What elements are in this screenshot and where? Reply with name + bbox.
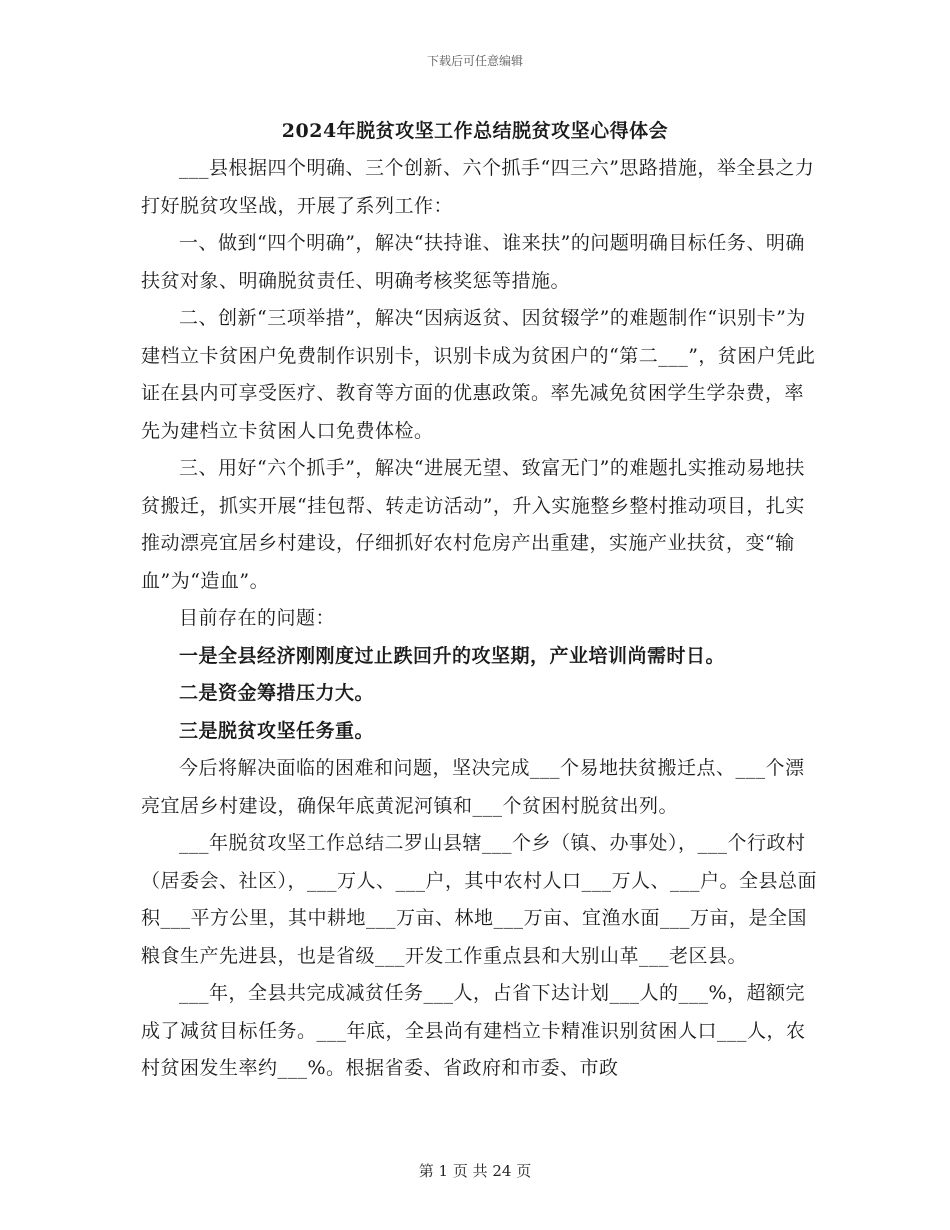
paragraph-poverty-reduction: ___年，全县共完成减贫任务___人，占省下达计划___人的___%，超额完成了减贫目标任务。___年底，全县尚有建档立卡精准识别贫困人口___人，农村贫困发生率约___%。根据省委、省政府和市委、市政 [141, 982, 806, 1079]
document-title: 2024年脱贫攻坚工作总结脱贫攻坚心得体会 [281, 120, 669, 142]
paragraph-problem-3: 三是脱贫攻坚任务重。 [179, 719, 375, 742]
paragraph-problem-1: 一是全县经济刚刚度过止跌回升的攻坚期，产业培训尚需时日。 [179, 644, 726, 667]
paragraph-section-2: 二、创新“三项举措”，解决“因病返贫、因贫辍学”的难题制作“识别卡”为建档立卡贫困户免费制作识别卡，识别卡成为贫困户的“第二___”，贫困户凭此证在县内可享受医疗、教育等方面的优惠政策。率先减免贫困学生学杂费，率先为建档立卡贫困人口免费体检。 [141, 307, 816, 442]
header-note: 下载后可任意编辑 [426, 54, 523, 68]
paragraph-section-3: 三、用好“六个抓手”，解决“进展无望、致富无门”的难题扎实推动易地扶贫搬迁，抓实开展“挂包帮、转走访活动”，升入实施整乡整村推动项目，扎实推动漂亮宜居乡村建设，仔细抓好农村危房产出重建，实施产业扶贫，变“输血”为“造血”。 [141, 457, 805, 592]
paragraph-future-plans: 今后将解决面临的困难和问题，坚决完成___个易地扶贫搬迁点、___个漂亮宜居乡村建设，确保年底黄泥河镇和___个贫困村脱贫出列。 [141, 757, 805, 817]
document-body [141, 150, 821, 1088]
paragraph-problems-heading: 目前存在的问题： [179, 607, 336, 629]
page-number: 第 1 页 共 24 页 [418, 1162, 532, 1180]
paragraph-intro: ___县根据四个明确、三个创新、六个抓手“四三六”思路措施，举全县之力打好脱贫攻坚战，开展了系列工作： [141, 157, 815, 217]
paragraph-summary-two: ___年脱贫攻坚工作总结二罗山县辖___个乡（镇、办事处），___个行政村（居委会、社区），___万人、___户，其中农村人口___万人、___户。全县总面积___平方公里，其中耕地___万亩、林地___万亩、宜渔水面___万亩，是全国粮食生产先进县，也是省级___开发工作重点县和大别山革___老区县。 [141, 832, 818, 967]
paragraph-section-1: 一、做到“四个明确”，解决“扶持谁、谁来扶”的问题明确目标任务、明确扶贫对象、明确脱贫责任、明确考核奖惩等措施。 [141, 232, 805, 292]
paragraph-problem-2: 二是资金筹措压力大。 [179, 682, 375, 704]
